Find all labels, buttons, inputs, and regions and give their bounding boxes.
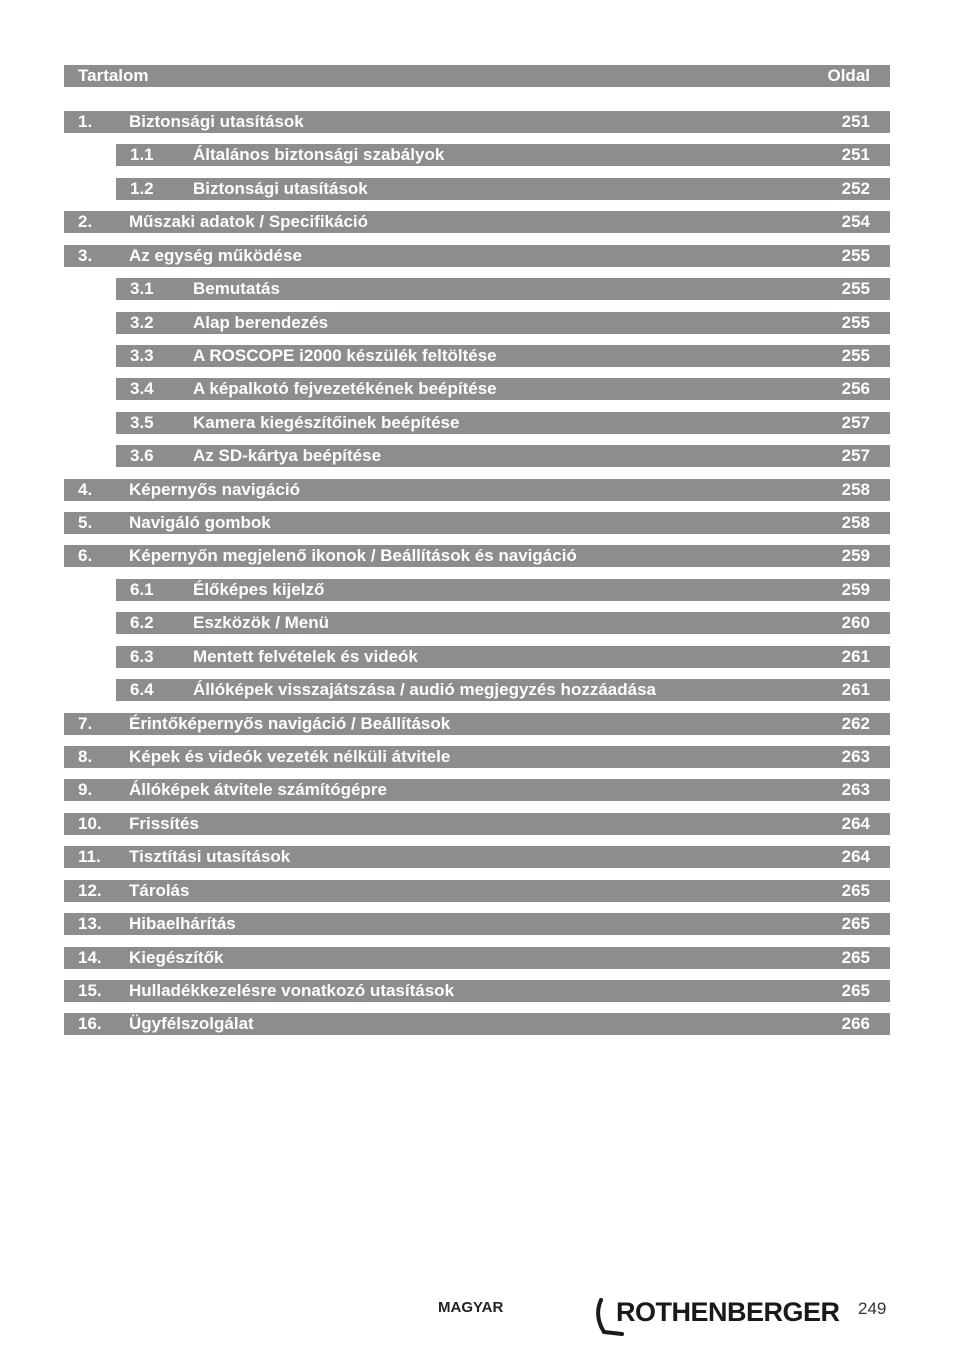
- toc-entry-number: 2.: [78, 212, 93, 231]
- toc-entry-title: Az SD-kártya beépítése: [193, 446, 382, 465]
- toc-entry-number: 3.: [78, 246, 93, 265]
- toc-entry[interactable]: [64, 1013, 890, 1035]
- toc-entry-page: 255: [841, 313, 870, 332]
- toc-entry-page: 265: [841, 881, 870, 900]
- toc-entry-number: 10.: [78, 814, 102, 833]
- toc-entry-title: Állóképek visszajátszása / audió megjegyzés hozzáadása: [193, 680, 656, 699]
- toc-entry[interactable]: [116, 646, 890, 668]
- toc-entry[interactable]: [116, 345, 890, 367]
- toc-entry-title: Bemutatás: [193, 279, 280, 298]
- toc-entry-number: 16.: [78, 1014, 102, 1033]
- toc-entry-page: 259: [841, 546, 870, 565]
- toc-entry-page: 264: [841, 814, 870, 833]
- toc-entry-page: 262: [841, 714, 870, 733]
- toc-entry[interactable]: [64, 880, 890, 902]
- toc-entry-title: Képernyőn megjelenő ikonok / Beállítások és navigáció: [129, 546, 577, 565]
- toc-entry-page: 259: [841, 580, 870, 599]
- toc-entry-number: 4.: [78, 480, 93, 499]
- toc-entry[interactable]: [116, 144, 890, 166]
- toc-entry-page: 255: [841, 279, 870, 298]
- toc-entry-title: Mentett felvételek és videók: [193, 647, 418, 666]
- toc-entry-title: Élőképes kijelző: [193, 580, 325, 599]
- toc-entry[interactable]: [64, 779, 890, 801]
- toc-entry[interactable]: [64, 545, 890, 567]
- toc-entry-number: 9.: [78, 780, 93, 799]
- toc-entry-page: 257: [841, 446, 870, 465]
- toc-entry-page: 251: [841, 112, 870, 131]
- toc-entry[interactable]: [64, 713, 890, 735]
- toc-entry[interactable]: [64, 947, 890, 969]
- toc-entry-number: 3.4: [130, 379, 154, 398]
- toc-entry-number: 6.: [78, 546, 93, 565]
- toc-entry-page: 265: [841, 948, 870, 967]
- toc-entry-number: 7.: [78, 714, 93, 733]
- toc-entry-number: 6.1: [130, 580, 154, 599]
- toc-entry-number: 1.2: [130, 179, 154, 198]
- toc-entry-number: 11.: [78, 847, 101, 866]
- toc-entry-page: 264: [841, 847, 870, 866]
- toc-entry-title: Alap berendezés: [193, 313, 329, 332]
- toc-entry[interactable]: [64, 913, 890, 935]
- toc-entry-page: 258: [841, 513, 870, 532]
- toc-entry-number: 15.: [78, 981, 102, 1000]
- toc-entry[interactable]: [116, 378, 890, 400]
- toc-entry-number: 6.4: [130, 680, 154, 699]
- toc-entry-page: 254: [841, 212, 870, 231]
- toc-entry-title: Kiegészítők: [129, 948, 224, 967]
- toc-entry[interactable]: [64, 512, 890, 534]
- toc-entry-title: Képek és videók vezeték nélküli átvitele: [129, 747, 451, 766]
- toc-entry-number: 14.: [78, 948, 102, 967]
- toc-entry-page: 266: [841, 1014, 870, 1033]
- toc-entry[interactable]: [116, 278, 890, 300]
- toc-entry[interactable]: [64, 245, 890, 267]
- toc-entry-number: 3.3: [130, 346, 154, 365]
- toc-entry-page: 257: [841, 413, 870, 432]
- page-number: 249: [858, 1299, 887, 1318]
- toc-entry[interactable]: [64, 211, 890, 233]
- toc-entry-number: 3.5: [130, 413, 154, 432]
- toc-entry-title: Biztonsági utasítások: [193, 179, 368, 198]
- toc-entry[interactable]: [64, 846, 890, 868]
- toc-entry-number: 3.1: [130, 279, 154, 298]
- toc-entry-title: Navigáló gombok: [129, 513, 271, 532]
- toc-entry-title: Tárolás: [129, 881, 190, 900]
- toc-entry-page: 261: [841, 647, 870, 666]
- toc-entry-title: Érintőképernyős navigáció / Beállítások: [129, 714, 451, 733]
- toc-entry-title: Eszközök / Menü: [193, 613, 330, 632]
- toc-header-title: Tartalom: [78, 66, 149, 85]
- toc-header: [64, 65, 890, 87]
- toc-entry-title: Hibaelhárítás: [129, 914, 236, 933]
- toc-entry-number: 1.1: [130, 145, 154, 164]
- toc-entry-number: 8.: [78, 747, 93, 766]
- toc-entry-number: 3.6: [130, 446, 154, 465]
- toc-entry-page: 255: [841, 346, 870, 365]
- toc-entry-title: Műszaki adatok / Specifikáció: [129, 212, 369, 231]
- toc-entry[interactable]: [64, 813, 890, 835]
- toc-entry-number: 12.: [78, 881, 102, 900]
- toc-entry-number: 6.3: [130, 647, 154, 666]
- toc-entry-title: A ROSCOPE i2000 készülék feltöltése: [193, 346, 497, 365]
- toc-entry[interactable]: [116, 679, 890, 701]
- toc-entry-page: 252: [841, 179, 870, 198]
- toc-entry-title: A képalkotó fejvezetékének beépítése: [193, 379, 497, 398]
- toc-entry-number: 1.: [78, 112, 93, 131]
- brand-logo: [594, 1296, 842, 1336]
- toc-entry[interactable]: [116, 412, 890, 434]
- toc-entry-page: 256: [841, 379, 870, 398]
- toc-entry-number: 5.: [78, 513, 93, 532]
- toc-entry-page: 263: [841, 747, 870, 766]
- toc-entry[interactable]: [64, 479, 890, 501]
- toc-entry[interactable]: [116, 312, 890, 334]
- toc-entry[interactable]: [116, 579, 890, 601]
- toc-entry-title: Hulladékkezelésre vonatkozó utasítások: [129, 981, 455, 1000]
- toc-entry-page: 265: [841, 981, 870, 1000]
- toc-entry-number: 3.2: [130, 313, 154, 332]
- toc-entry-page: 263: [841, 780, 870, 799]
- toc-header-page-label: Oldal: [827, 66, 870, 85]
- toc-entry-title: Az egység működése: [129, 246, 302, 265]
- toc-entry[interactable]: [116, 612, 890, 634]
- toc-entry-page: 260: [841, 613, 870, 632]
- brand-logo-text: ROTHENBERGER: [616, 1297, 840, 1327]
- toc-entry[interactable]: [64, 746, 890, 768]
- toc-entry-number: 6.2: [130, 613, 154, 632]
- toc-entry-title: Ügyfélszolgálat: [129, 1014, 254, 1033]
- toc-entry-title: Frissítés: [129, 814, 199, 833]
- toc-entry-page: 265: [841, 914, 870, 933]
- toc-entry-title: Kamera kiegészítőinek beépítése: [193, 413, 460, 432]
- toc-entry[interactable]: [64, 111, 890, 133]
- toc-entry-page: 251: [841, 145, 870, 164]
- toc-entry-title: Képernyős navigáció: [129, 480, 301, 499]
- toc-entry-title: Tisztítási utasítások: [129, 847, 291, 866]
- toc-entry-title: Általános biztonsági szabályok: [193, 145, 445, 164]
- toc-entry-number: 13.: [78, 914, 102, 933]
- toc-entry-page: 255: [841, 246, 870, 265]
- toc-entry[interactable]: [64, 980, 890, 1002]
- toc-entry-title: Biztonsági utasítások: [129, 112, 304, 131]
- toc-entry-page: 258: [841, 480, 870, 499]
- toc-entry-page: 261: [841, 680, 870, 699]
- toc-entry-title: Állóképek átvitele számítógépre: [129, 780, 387, 799]
- footer-language: MAGYAR: [438, 1299, 504, 1316]
- toc-entry[interactable]: [116, 445, 890, 467]
- toc-entry[interactable]: [116, 178, 890, 200]
